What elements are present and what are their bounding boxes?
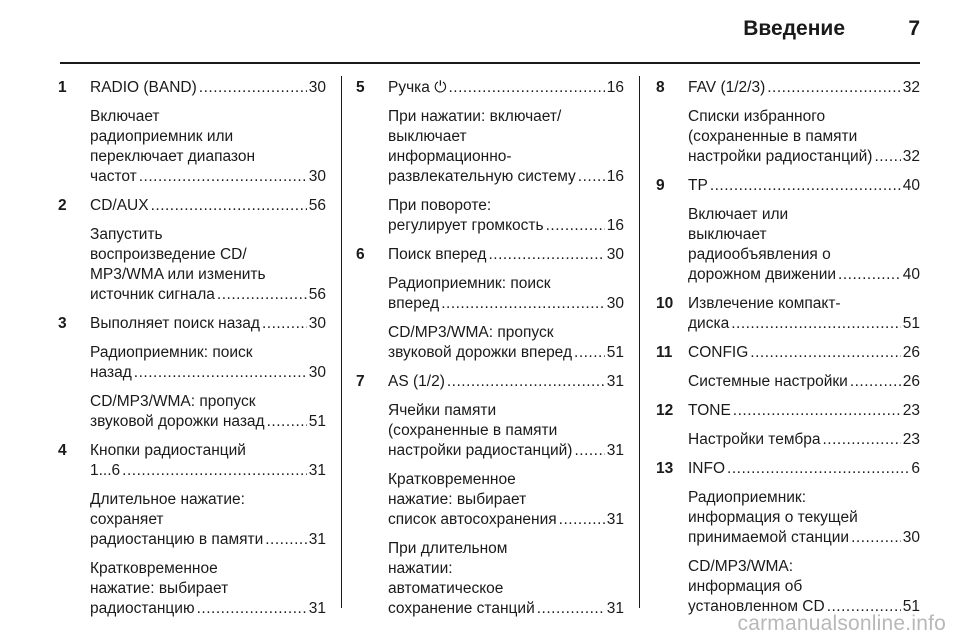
entry-text: настройки радиостанций) xyxy=(688,148,873,165)
dot-leader xyxy=(122,461,307,481)
entry-text: Радиоприемник: поиск xyxy=(90,344,253,361)
entry-item xyxy=(90,392,326,432)
page-reference: 31 xyxy=(606,373,624,390)
dot-leader xyxy=(448,78,604,98)
dot-leader xyxy=(217,285,307,305)
entry-item xyxy=(388,78,624,98)
entry-text: CD/MP3/WMA: пропуск xyxy=(388,324,554,341)
entry-number: 8 xyxy=(656,79,665,96)
index-entry xyxy=(356,245,624,363)
toc-line xyxy=(388,599,624,619)
dot-leader xyxy=(767,78,901,98)
entry-number: 4 xyxy=(58,442,67,459)
dot-leader xyxy=(151,196,307,216)
page-reference: 30 xyxy=(308,364,326,381)
entry-text: нажатие: выбирает xyxy=(388,491,527,508)
entry-text: Кратковременное xyxy=(388,471,516,488)
dot-leader xyxy=(559,510,605,530)
entry-text: Радиоприемник: xyxy=(688,489,807,506)
entry-item xyxy=(90,314,326,334)
entry-text: источник сигнала xyxy=(90,286,215,303)
toc-line xyxy=(90,461,326,481)
dot-leader xyxy=(850,372,901,392)
toc-line xyxy=(388,294,624,314)
entry-text: назад xyxy=(90,364,132,381)
entry-text: Включает или xyxy=(688,206,789,223)
entry-item xyxy=(688,488,920,548)
entry-text: звуковой дорожки назад xyxy=(90,413,265,430)
entry-text: установленном CD xyxy=(688,598,825,615)
toc-line xyxy=(688,314,920,334)
page-reference: 23 xyxy=(902,431,920,448)
entry-text: При нажатии: включает/ xyxy=(388,108,562,125)
entry-text: Выполняет поиск назад xyxy=(90,315,260,332)
entry-text: принимаемой станции xyxy=(688,529,850,546)
toc-line xyxy=(688,528,920,548)
entry-item xyxy=(688,343,920,363)
toc-line xyxy=(688,372,920,392)
index-entry xyxy=(656,78,920,167)
page-reference: 40 xyxy=(902,177,920,194)
entry-text: Запустить xyxy=(90,226,163,243)
toc-line xyxy=(688,401,920,421)
entry-number: 7 xyxy=(356,373,365,390)
page-title: Введение xyxy=(743,17,845,40)
dot-leader xyxy=(134,363,307,383)
dot-leader xyxy=(710,176,901,196)
page-reference: 51 xyxy=(308,413,326,430)
dot-leader xyxy=(727,459,909,479)
entry-text: CD/AUX xyxy=(90,197,149,214)
toc-line xyxy=(90,285,326,305)
column-1 xyxy=(58,78,326,628)
dot-leader xyxy=(139,167,307,187)
entry-item xyxy=(688,107,920,167)
entry-item xyxy=(90,490,326,550)
entry-text: сохранение станций xyxy=(388,600,535,617)
entry-text: информация о текущей xyxy=(688,509,858,526)
dot-leader xyxy=(267,412,307,432)
entry-item xyxy=(688,372,920,392)
entry-text: звуковой дорожки вперед xyxy=(388,344,573,361)
toc-line xyxy=(90,412,326,432)
entry-number: 1 xyxy=(58,79,67,96)
dot-leader xyxy=(578,167,605,187)
entry-number: 9 xyxy=(656,177,665,194)
toc-line xyxy=(90,530,326,550)
entry-text: вперед xyxy=(388,295,440,312)
toc-line xyxy=(90,167,326,187)
entry-text: Включает xyxy=(90,108,160,125)
entry-text: выключает xyxy=(688,226,767,243)
entry-text: Кнопки радиостанций xyxy=(90,442,246,459)
entry-item xyxy=(90,107,326,187)
index-entry xyxy=(58,78,326,187)
page-reference: 32 xyxy=(902,148,920,165)
entry-text: нажатие: выбирает xyxy=(90,580,229,597)
entry-number: 12 xyxy=(656,402,674,419)
toc-line xyxy=(688,78,920,98)
entry-item xyxy=(688,205,920,285)
entry-text: диска xyxy=(688,315,730,332)
page-reference: 40 xyxy=(902,266,920,283)
dot-leader xyxy=(488,245,604,265)
dot-leader xyxy=(874,147,900,167)
page-reference: 31 xyxy=(308,462,326,479)
page-reference: 30 xyxy=(308,79,326,96)
entry-number: 13 xyxy=(656,460,674,477)
entry-text: радиостанцию xyxy=(90,600,195,617)
dot-leader xyxy=(537,599,605,619)
toc-line xyxy=(688,265,920,285)
entry-item xyxy=(388,196,624,236)
toc-line xyxy=(388,510,624,530)
entry-item xyxy=(90,559,326,619)
entry-text: CONFIG xyxy=(688,344,749,361)
dot-leader xyxy=(199,78,307,98)
column-divider xyxy=(639,76,640,608)
toc-line xyxy=(688,459,920,479)
toc-line xyxy=(90,599,326,619)
entry-text: радиоприемник или xyxy=(90,128,234,145)
toc-line xyxy=(388,216,624,236)
entry-item xyxy=(388,245,624,265)
page-reference: 30 xyxy=(902,529,920,546)
toc-line xyxy=(388,245,624,265)
entry-text: (сохраненные в памяти xyxy=(388,422,558,439)
page-reference: 31 xyxy=(308,531,326,548)
entry-item xyxy=(90,441,326,481)
entry-text: Длительное нажатие: xyxy=(90,491,245,508)
entry-text: информация об xyxy=(688,578,803,595)
page-reference: 56 xyxy=(308,286,326,303)
dot-leader xyxy=(447,372,605,392)
page-reference: 30 xyxy=(606,295,624,312)
entry-item xyxy=(90,78,326,98)
entry-text: сохраняет xyxy=(90,511,164,528)
toc-line xyxy=(388,372,624,392)
entry-item xyxy=(388,539,624,619)
entry-number: 11 xyxy=(656,344,673,361)
column-2 xyxy=(356,78,624,628)
toc-line xyxy=(90,314,326,334)
page-reference: 56 xyxy=(308,197,326,214)
entry-text: информационно- xyxy=(388,148,512,165)
entry-text: (сохраненные в памяти xyxy=(688,128,858,145)
entry-text: выключает xyxy=(388,128,467,145)
toc-line xyxy=(688,176,920,196)
dot-leader xyxy=(731,314,901,334)
dot-leader xyxy=(822,430,900,450)
entry-text: частот xyxy=(90,168,137,185)
dot-leader xyxy=(546,216,605,236)
dot-leader xyxy=(441,294,605,314)
page-reference: 23 xyxy=(902,402,920,419)
entry-text: радиообъявления о xyxy=(688,246,831,263)
entry-text: FAV (1/2/3) xyxy=(688,79,766,96)
toc-line xyxy=(388,343,624,363)
toc-line xyxy=(90,363,326,383)
page-reference: 16 xyxy=(606,217,624,234)
index-entry xyxy=(656,343,920,392)
entry-item xyxy=(688,430,920,450)
page-reference: 32 xyxy=(902,79,920,96)
toc-line xyxy=(90,78,326,98)
entry-item xyxy=(688,294,920,334)
page-reference: 31 xyxy=(606,600,624,617)
index-entry xyxy=(58,196,326,305)
index-entry xyxy=(356,372,624,619)
entry-text: регулирует громкость xyxy=(388,217,544,234)
page-reference: 16 xyxy=(606,79,624,96)
entry-item xyxy=(90,343,326,383)
entry-text: CD/MP3/WMA: xyxy=(688,558,794,575)
index-entry xyxy=(656,294,920,334)
page-reference: 51 xyxy=(606,344,624,361)
entry-item xyxy=(688,401,920,421)
entry-number: 6 xyxy=(356,246,365,263)
entry-text: RADIO (BAND) xyxy=(90,79,197,96)
toc-line xyxy=(688,147,920,167)
entry-item xyxy=(388,323,624,363)
entry-item xyxy=(388,107,624,187)
page-reference: 26 xyxy=(902,373,920,390)
entry-text: Ячейки памяти xyxy=(388,402,497,419)
entry-number: 10 xyxy=(656,295,674,312)
entry-text: радиостанцию в памяти xyxy=(90,531,264,548)
entry-item xyxy=(688,78,920,98)
entry-item xyxy=(388,470,624,530)
entry-text: TONE xyxy=(688,402,731,419)
index-entry xyxy=(356,78,624,236)
entry-text: нажатии: xyxy=(388,560,453,577)
index-entry xyxy=(58,441,326,619)
page-reference: 31 xyxy=(308,600,326,617)
page-reference: 30 xyxy=(308,315,326,332)
entry-text: воспроизведение CD/ xyxy=(90,246,247,263)
entry-item xyxy=(90,225,326,305)
page-reference: 26 xyxy=(902,344,920,361)
dot-leader xyxy=(733,401,901,421)
entry-text: INFO xyxy=(688,460,726,477)
page-reference: 51 xyxy=(902,315,920,332)
toc-line xyxy=(388,78,624,98)
index-entry xyxy=(656,401,920,450)
entry-text: Настройки тембра xyxy=(688,431,821,448)
entry-text: Списки избранного xyxy=(688,108,826,125)
dot-leader xyxy=(574,343,605,363)
entry-item xyxy=(688,459,920,479)
entry-text: переключает диапазон xyxy=(90,148,256,165)
entry-text: 1...6 xyxy=(90,462,121,479)
page-reference: 30 xyxy=(308,168,326,185)
entry-text: Ручка ⏻ xyxy=(388,79,447,96)
entry-number: 5 xyxy=(356,79,365,96)
entry-text: CD/MP3/WMA: пропуск xyxy=(90,393,256,410)
watermark: carmanualsonline.info xyxy=(737,612,946,635)
dot-leader xyxy=(574,441,604,461)
dot-leader xyxy=(197,599,307,619)
entry-number: 2 xyxy=(58,197,67,214)
entry-text: автоматическое xyxy=(388,580,504,597)
toc-line xyxy=(388,167,624,187)
toc-line xyxy=(90,196,326,216)
dot-leader xyxy=(851,528,901,548)
entry-text: Кратковременное xyxy=(90,560,218,577)
index-entry xyxy=(58,314,326,432)
entry-text: При длительном xyxy=(388,540,508,557)
toc-line xyxy=(688,343,920,363)
column-divider xyxy=(341,76,342,608)
dot-leader xyxy=(265,530,307,550)
entry-item xyxy=(388,372,624,392)
entry-item xyxy=(688,557,920,617)
entry-number: 3 xyxy=(58,315,67,332)
page-reference: 30 xyxy=(606,246,624,263)
entry-text: MP3/WMA или изменить xyxy=(90,266,266,283)
entry-text: Радиоприемник: поиск xyxy=(388,275,551,292)
entry-item xyxy=(688,176,920,196)
toc-line xyxy=(388,441,624,461)
entry-text: Системные настройки xyxy=(688,373,848,390)
entry-text: развлекательную систему xyxy=(388,168,576,185)
entry-text: TP xyxy=(688,177,708,194)
entry-text: AS (1/2) xyxy=(388,373,445,390)
dot-leader xyxy=(262,314,307,334)
index-entry xyxy=(656,459,920,617)
dot-leader xyxy=(838,265,901,285)
entry-item xyxy=(388,274,624,314)
column-3 xyxy=(656,78,920,626)
page-reference: 51 xyxy=(902,598,920,615)
toc-line xyxy=(688,430,920,450)
entry-text: При повороте: xyxy=(388,197,492,214)
entry-text: Извлечение компакт- xyxy=(688,295,841,312)
dot-leader xyxy=(750,343,900,363)
entry-text: список автосохранения xyxy=(388,511,557,528)
index-entry xyxy=(656,176,920,285)
page-reference: 31 xyxy=(606,511,624,528)
page-reference: 6 xyxy=(911,460,920,477)
entry-item xyxy=(388,401,624,461)
page-number: 7 xyxy=(908,17,920,40)
entry-text: дорожном движении xyxy=(688,266,837,283)
entry-text: настройки радиостанций) xyxy=(388,442,573,459)
page-header xyxy=(60,0,920,64)
entry-item xyxy=(90,196,326,216)
page-reference: 31 xyxy=(606,442,624,459)
page-reference: 16 xyxy=(606,168,624,185)
entry-text: Поиск вперед xyxy=(388,246,487,263)
